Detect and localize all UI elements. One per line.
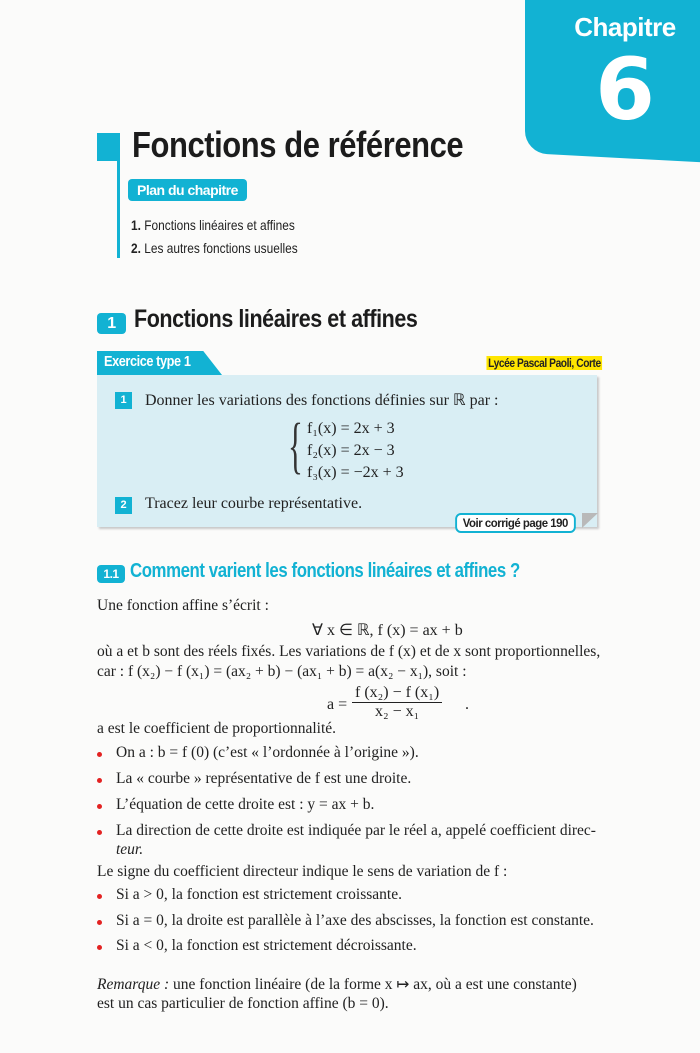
plan-item[interactable] (131, 240, 298, 256)
remark-continued: est un cas particulier de fonction affine (b = 0). (97, 995, 389, 1012)
remark-text: une fonction linéaire (de la forme x ↦ ax, où a est une constante) (169, 976, 577, 993)
remark-label: Remarque : (97, 976, 170, 993)
plan-item[interactable] (131, 217, 295, 233)
equation-line: f₃(x) = −2x + 3 (307, 464, 404, 481)
brace-icon: { (288, 412, 303, 480)
fraction (352, 684, 442, 721)
bullet-icon (97, 945, 102, 950)
plan-item-number: 1. (131, 217, 141, 233)
title-marker (97, 133, 119, 161)
formula: ∀ x ∈ ℝ, f (x) = ax + b (312, 622, 463, 639)
correction-link[interactable]: Voir corrigé page 190 (455, 513, 575, 533)
paragraph: a est le coefficient de proportionnalité. (97, 720, 337, 737)
fraction-numerator: f (x₂) − f (x₁) (352, 684, 442, 703)
paragraph: car : f (x₂) − f (x₁) = (ax₂ + b) − (ax₁ + b) = a(x₂ − x₁), soit : (97, 663, 467, 680)
chapter-number: 6 (595, 40, 655, 140)
bullet-icon (97, 804, 102, 809)
subsection-number: 1.1 (97, 565, 125, 583)
list-item: L’équation de cette droite est : y = ax + b. (116, 796, 375, 813)
question-number: 2 (115, 497, 132, 514)
chapter-label: Chapitre (574, 12, 676, 42)
question-number: 1 (115, 392, 132, 409)
remark (97, 975, 577, 994)
list-item: Si a > 0, la fonction est strictement croissante. (116, 886, 402, 903)
list-item: La « courbe » représentative de f est une droite. (116, 770, 412, 787)
question-text: Donner les variations des fonctions définies sur ℝ par : (145, 392, 499, 409)
fraction-lhs: a = (327, 696, 348, 713)
exercise-tab-label: Exercice type 1 (104, 353, 191, 370)
plan-item-number: 2. (131, 240, 141, 256)
list-item: On a : b = f (0) (c’est « l’ordonnée à l’origine »). (116, 744, 419, 761)
bullet-icon (97, 920, 102, 925)
question-text: Tracez leur courbe représentative. (145, 495, 363, 512)
list-item: Si a < 0, la fonction est strictement décroissante. (116, 937, 417, 954)
paragraph: Le signe du coefficient directeur indique le sens de variation de f : (97, 863, 508, 880)
bullet-icon (97, 894, 102, 899)
bullet-icon (97, 778, 102, 783)
bullet-icon (97, 752, 102, 757)
bullet-icon (97, 830, 102, 835)
equation-line: f₂(x) = 2x − 3 (307, 442, 395, 459)
paragraph: Une fonction affine s’écrit : (97, 597, 269, 614)
exercise-source: Lycée Pascal Paoli, Corte (487, 356, 601, 370)
equation-line: f₁(x) = 2x + 3 (307, 420, 395, 437)
plan-badge: Plan du chapitre (128, 179, 247, 201)
list-item: Si a = 0, la droite est parallèle à l’axe des abscisses, la fonction est constante. (116, 912, 594, 929)
title-rule (117, 133, 120, 258)
list-item-continued: teur. (116, 841, 144, 858)
list-item: La direction de cette droite est indiquée par le réel a, appelé coefficient direc- (116, 822, 596, 839)
fraction-denominator: x₂ − x₁ (374, 703, 420, 720)
fraction-end: . (465, 696, 469, 713)
paragraph: où a et b sont des réels fixés. Les variations de f (x) et de x sont proportionnelles, (97, 643, 601, 660)
section-title: Fonctions linéaires et affines (134, 305, 418, 333)
page-title: Fonctions de référence (132, 124, 464, 165)
plan-item-label: Les autres fonctions usuelles (144, 240, 298, 256)
subsection-title: Comment varient les fonctions linéaires et affines ? (130, 560, 520, 582)
section-number: 1 (97, 313, 126, 334)
plan-item-label: Fonctions linéaires et affines (144, 217, 295, 233)
